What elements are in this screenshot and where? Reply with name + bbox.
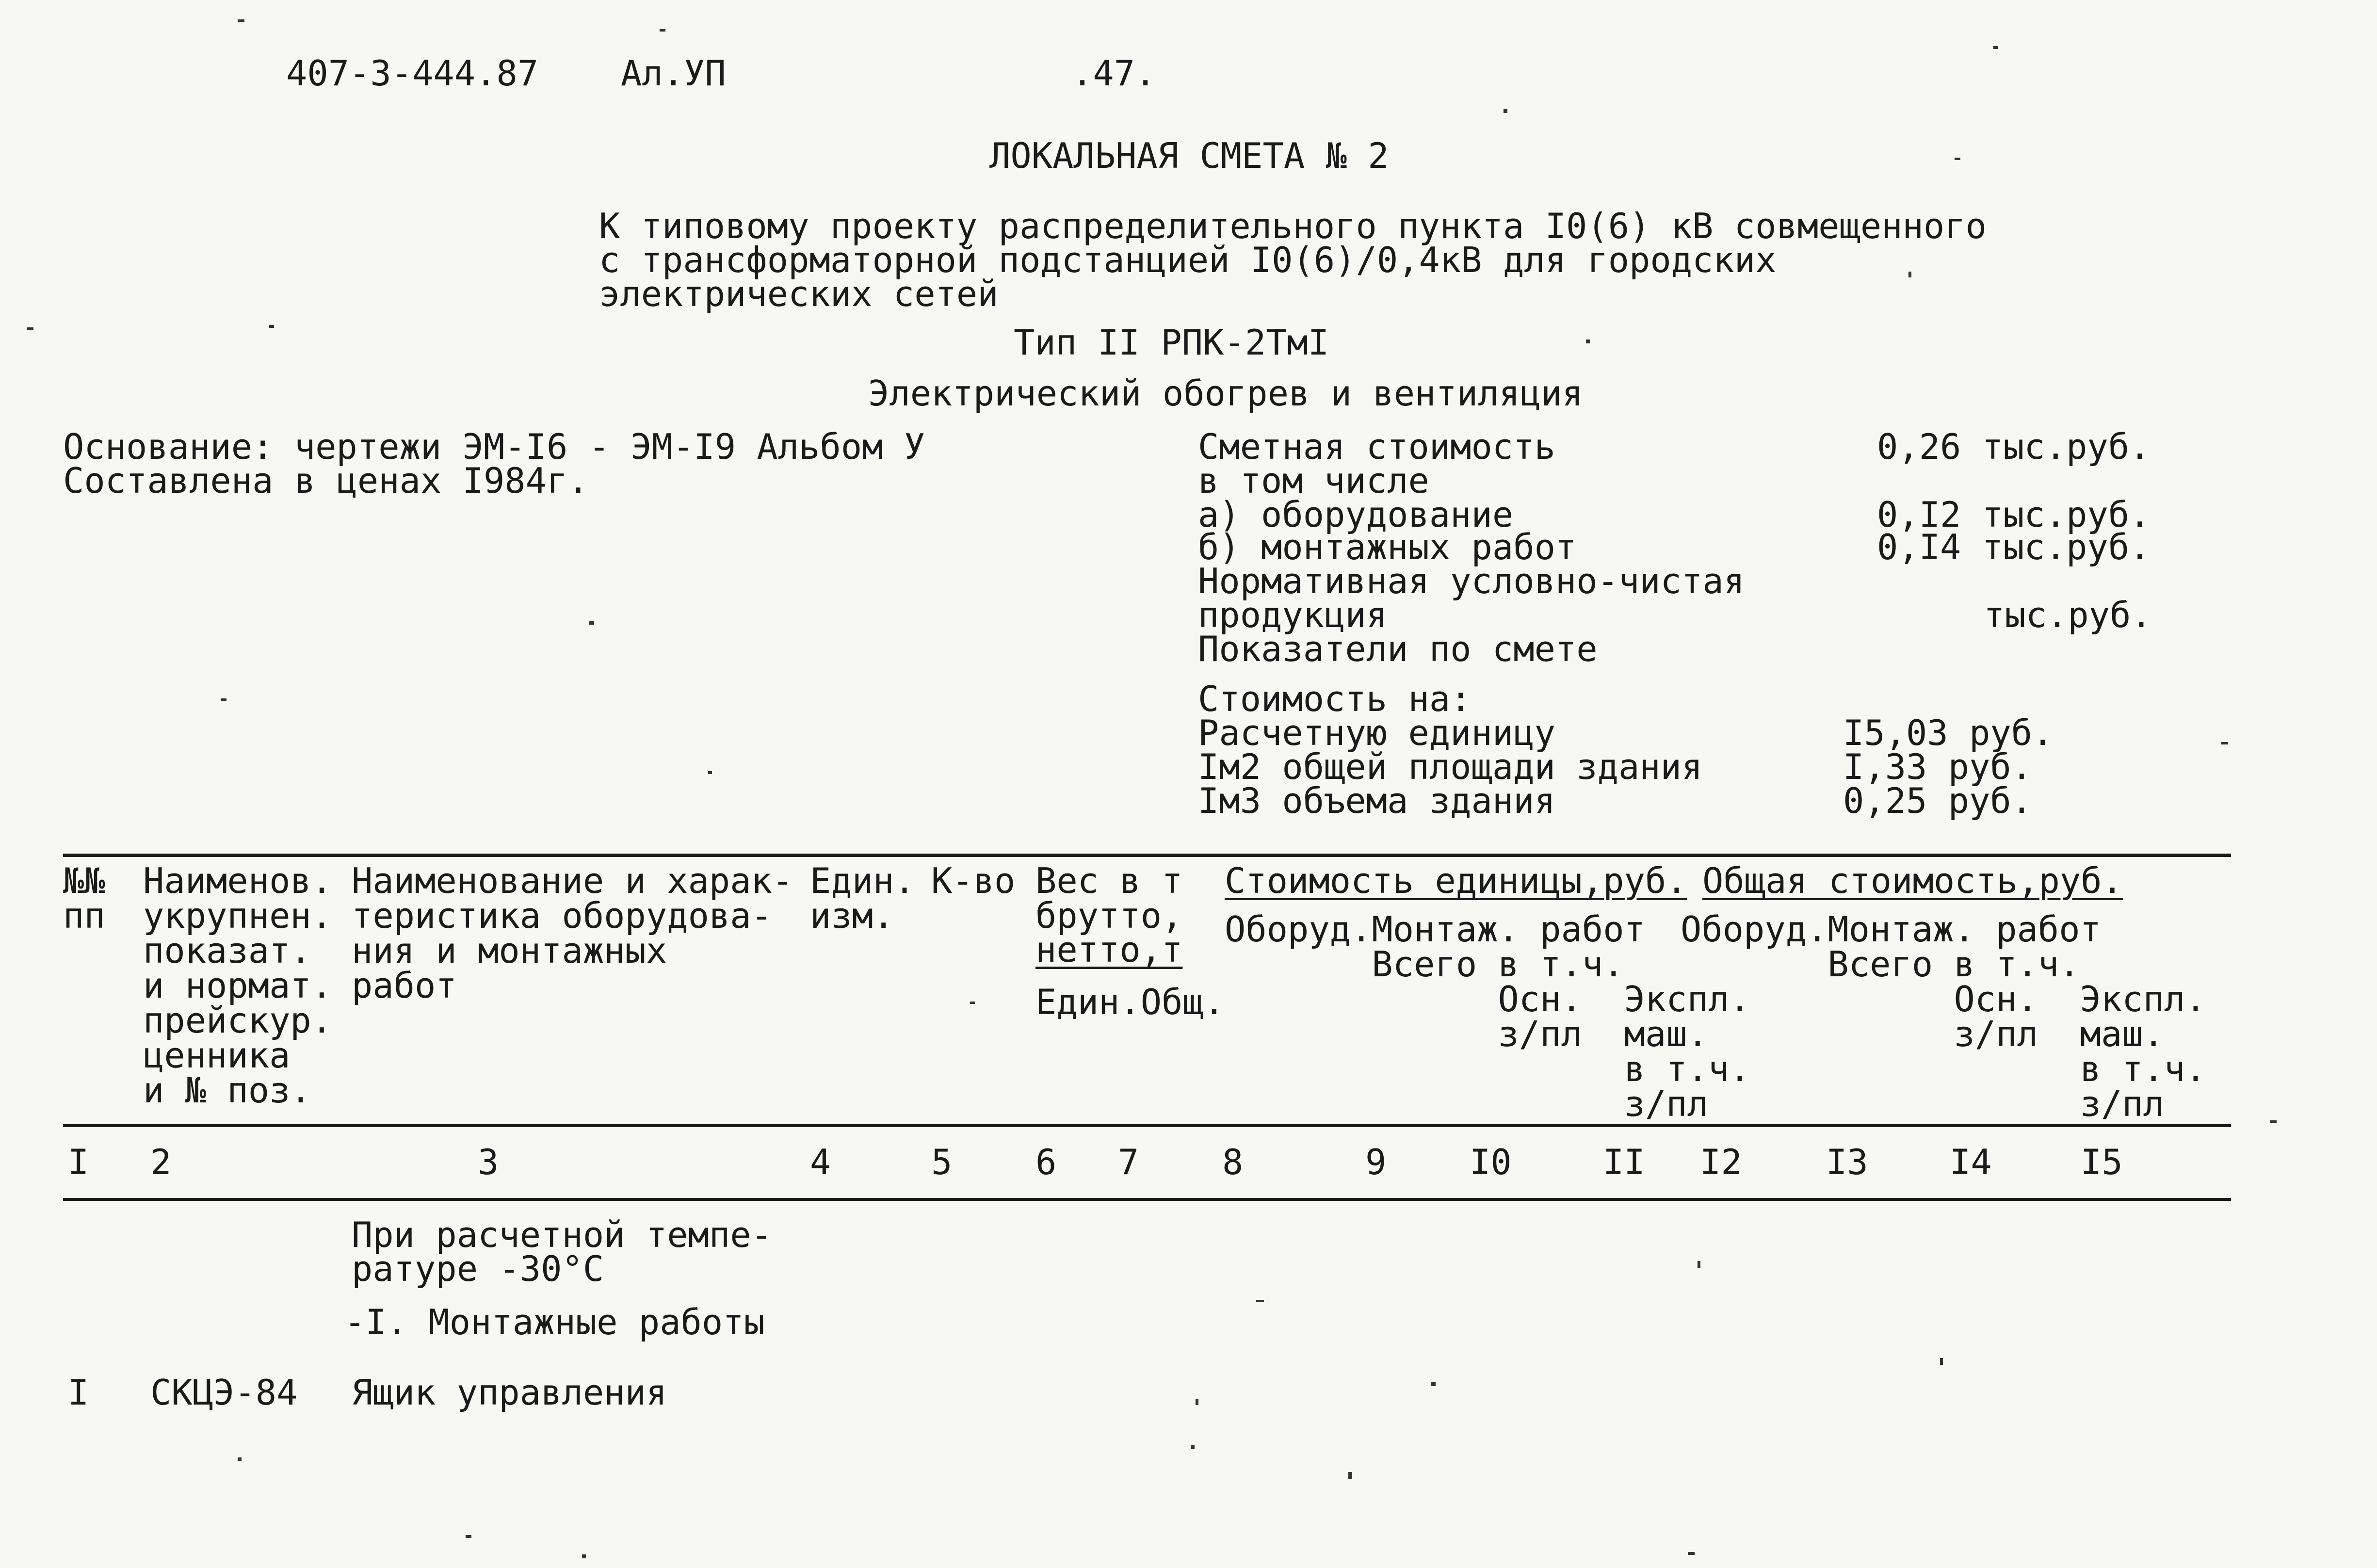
header-weight-3: нетто,т <box>1035 929 1183 970</box>
volume-cost-label: Iм3 объема здания <box>1198 780 1555 821</box>
colnum-9: 9 <box>1365 1142 1387 1182</box>
colnum-12: I2 <box>1700 1142 1742 1182</box>
temperature-note-1: При расчетной темпе- <box>352 1214 772 1255</box>
unit-cost-value: I5,03 руб. <box>1843 712 2054 753</box>
installation-value: 0,I4 тыс.руб. <box>1877 527 2151 567</box>
column-numbers-rule <box>63 1198 2231 1201</box>
scan-speck <box>1586 339 1590 343</box>
document-code: 407-3-444.87 <box>286 53 539 94</box>
colnum-5: 5 <box>931 1142 953 1182</box>
scan-speck <box>238 19 244 22</box>
colnum-11: II <box>1603 1142 1645 1182</box>
installation-label: б) монтажных работ <box>1198 527 1577 567</box>
album-label: Ал.УП <box>621 53 726 94</box>
cost-per-label: Стоимость на: <box>1198 679 1471 719</box>
header-bottom-rule <box>63 1124 2231 1127</box>
scan-speck <box>660 29 665 32</box>
including-label: в том числе <box>1198 460 1429 501</box>
volume-cost-value: 0,25 руб. <box>1843 780 2033 821</box>
basis-line-2: Составлена в ценах I984г. <box>63 460 589 501</box>
row-name: Ящик управления <box>352 1372 667 1413</box>
estimate-cost-label: Сметная стоимость <box>1198 426 1555 467</box>
scan-speck <box>1940 1358 1943 1365</box>
colnum-1: I <box>68 1142 89 1182</box>
header-quantity: К-во <box>931 860 1016 901</box>
scan-speck <box>2270 1120 2277 1123</box>
header-weight-2: брутто, <box>1035 895 1183 936</box>
page-title: ЛОКАЛЬНАЯ СМЕТА № 2 <box>989 135 1389 176</box>
scan-speck <box>1348 1472 1352 1479</box>
normative-value: тыс.руб. <box>1984 595 2152 635</box>
section-title: -I. Монтажные работы <box>344 1302 765 1342</box>
scan-speck <box>970 1002 975 1004</box>
normative-label-1: Нормативная условно-чистая <box>1198 561 1745 601</box>
normative-label-2: продукция <box>1198 595 1388 635</box>
scan-speck <box>269 325 274 328</box>
header-row-number: №№ пп <box>63 860 105 936</box>
scan-speck <box>1993 46 1998 49</box>
row-number: I <box>68 1372 89 1413</box>
colnum-3: 3 <box>478 1142 499 1182</box>
scan-speck <box>221 698 226 701</box>
colnum-10: I0 <box>1470 1142 1512 1182</box>
area-cost-label: Iм2 общей площади здания <box>1198 746 1703 787</box>
scan-speck <box>1431 1382 1436 1386</box>
colnum-8: 8 <box>1222 1142 1244 1182</box>
basis-line-1: Основание: чертежи ЭМ-I6 - ЭМ-I9 Альбом У <box>63 426 925 467</box>
scan-speck <box>1191 1445 1195 1449</box>
scan-speck <box>582 1554 586 1558</box>
colnum-13: I3 <box>1826 1142 1868 1182</box>
subtitle-line-1: К типовому проекту распределительного пункта I0(6) кВ совмещенного <box>599 206 1987 246</box>
scan-speck <box>589 621 594 625</box>
scan-speck <box>1196 1399 1198 1405</box>
table-top-rule <box>63 854 2231 857</box>
substation-type: Тип II РПК-2ТмI <box>1014 322 1329 363</box>
colnum-15: I5 <box>2081 1142 2123 1182</box>
scan-speck <box>1256 1300 1264 1302</box>
header-unit: Един. изм. <box>810 860 915 936</box>
scan-speck <box>238 1457 242 1461</box>
colnum-2: 2 <box>150 1142 172 1182</box>
estimate-cost-value: 0,26 тыс.руб. <box>1877 426 2151 467</box>
colnum-4: 4 <box>810 1142 831 1182</box>
header-weight-1: Вес в т <box>1035 860 1183 901</box>
scan-speck <box>466 1535 471 1538</box>
equipment-label: а) оборудование <box>1198 494 1514 535</box>
header-unit-cost-sub: Оборуд.Монтаж. работ Всего в т.ч. Осн. Экспл. з/пл маш. в т.ч. з/пл <box>1225 909 1750 1124</box>
temperature-note-2: ратуре -30°С <box>352 1248 604 1289</box>
subtitle-line-3: электрических сетей <box>599 274 999 314</box>
scan-speck <box>27 327 33 330</box>
page-number: .47. <box>1072 53 1156 94</box>
colnum-14: I4 <box>1950 1142 1992 1182</box>
header-total-cost-sub: Оборуд.Монтаж. работ Всего в т.ч. Осн. Экспл. з/пл маш. в т.ч. з/пл <box>1681 909 2206 1124</box>
scan-speck <box>1688 1552 1695 1555</box>
scan-speck <box>1908 272 1911 277</box>
header-description: Наименование и харак- теристика оборудова- ния и монтажных работ <box>352 860 793 1006</box>
colnum-7: 7 <box>1118 1142 1139 1182</box>
indicators-label: Показатели по смете <box>1198 629 1598 669</box>
area-cost-value: I,33 руб. <box>1843 746 2033 787</box>
scan-speck <box>1504 109 1507 113</box>
scan-speck <box>1955 158 1960 160</box>
subtitle-line-2: с трансформаторной подстанцией I0(6)/0,4кВ для городских <box>599 240 1777 280</box>
header-total-cost: Общая стоимость,руб. <box>1702 860 2123 901</box>
colnum-6: 6 <box>1035 1142 1057 1182</box>
equipment-value: 0,I2 тыс.руб. <box>1877 494 2151 535</box>
scan-speck <box>1698 1261 1700 1268</box>
row-code: СКЦЭ-84 <box>150 1372 298 1413</box>
scan-speck <box>708 771 712 774</box>
header-code: Наименов. укрупнен. показат. и нормат. прейскур. ценника и № поз. <box>143 860 333 1111</box>
unit-cost-label: Расчетную единицу <box>1198 712 1555 753</box>
section-heading: Электрический обогрев и вентиляция <box>868 373 1583 414</box>
scan-speck <box>2221 742 2228 744</box>
header-weight-4: Един.Общ. <box>1035 982 1225 1022</box>
header-unit-cost: Стоимость единицы,руб. <box>1225 860 1687 901</box>
